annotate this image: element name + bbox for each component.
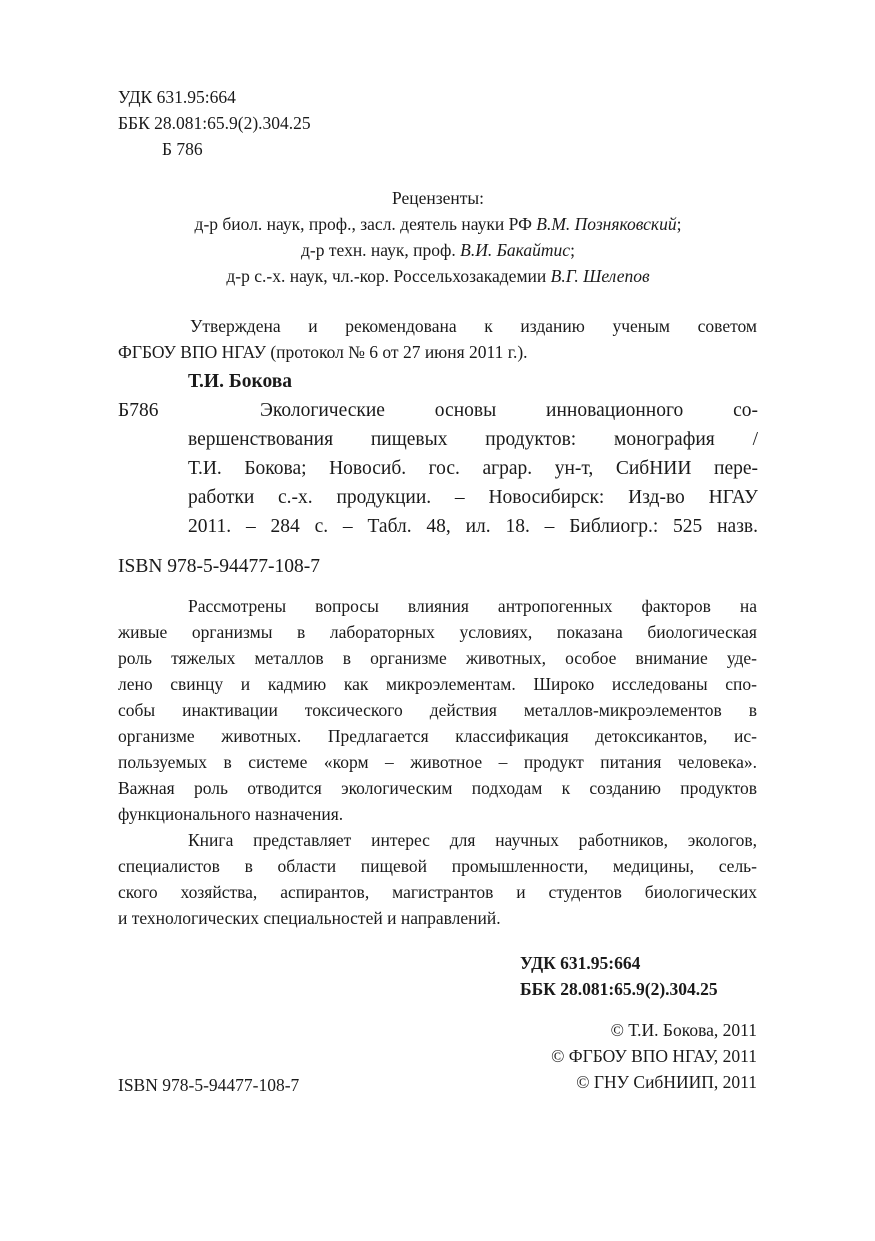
reviewer-2-name: В.И. Бакайтис: [460, 240, 571, 260]
copyright-author: © Т.И. Бокова, 2011: [610, 1020, 757, 1040]
reviewer-1-name: В.М. Позняковский: [536, 214, 677, 234]
udk-code: УДК 631.95:664: [118, 87, 236, 107]
record-isbn: ISBN 978-5-94477-108-7: [118, 556, 321, 577]
footer-isbn: ISBN 978-5-94477-108-7: [118, 1075, 300, 1095]
abstract-paragraph-1: Рассмотрены вопросы влияния антропогенных факторов на живые организмы в лабораторных условиях, показана биологическая роль тяжелых металлов в организме животных, особое внимание уде- лено свинцу и кадмию как микроэлементам. Широко исследованы спо- собы инактивации токсического действия металлов-микроэлементов в организме животных. Предлагается классификация детоксикантов, ис- пользуемых в системе «корм – животное – продукт питания человека». Важная роль отводится экологическим подходам к созданию продуктов функционального назначения.: [118, 596, 757, 824]
abstract-paragraph-2: Книга представляет интерес для научных работников, экологов, специалистов в области пищевой промышленности, медицины, сель- ского хозяйства, аспирантов, магистрантов и студентов биологических и технологических специальностей и направлений.: [118, 830, 757, 928]
footer-bbk: ББК 28.081:65.9(2).304.25: [520, 979, 718, 999]
reviewers-title: Рецензенты:: [391, 188, 485, 208]
reviewer-2: д-р техн. наук, проф. В.И. Бакайтис;: [301, 240, 575, 260]
reviewer-3: д-р с.-х. наук, чл.-кор. Россельхозакадемии В.Г. Шелепов: [226, 266, 650, 286]
copyright-university: © ФГБОУ ВПО НГАУ, 2011: [551, 1046, 757, 1066]
approval-note: Утверждена и рекомендована к изданию ученым советом ФГБОУ ВПО НГАУ (протокол № 6 от 27 июня 2011 г.).: [118, 316, 757, 362]
bbk-code: ББК 28.081:65.9(2).304.25: [118, 113, 311, 133]
record-author: Т.И. Бокова: [188, 371, 293, 392]
author-mark: Б 786: [162, 139, 203, 159]
copyright-institute: © ГНУ СибНИИП, 2011: [576, 1072, 757, 1092]
reviewer-3-name: В.Г. Шелепов: [550, 266, 650, 286]
record-mark: Б786: [118, 400, 159, 421]
reviewer-1: д-р биол. наук, проф., засл. деятель науки РФ В.М. Позняковский;: [194, 214, 682, 234]
record-description: Экологические основы инновационного со- вершенствования пищевых продуктов: монография / Т.И. Бокова; Новосиб. гос. аграр. ун-т, СибНИИ пере- работки с.-х. продукции. – Новосибирск: Изд-во НГАУ 2011. – 284 с. – Табл. 48, ил. 18. – Библиогр.: 525 назв.: [188, 400, 758, 537]
footer-udk: УДК 631.95:664: [520, 953, 641, 973]
